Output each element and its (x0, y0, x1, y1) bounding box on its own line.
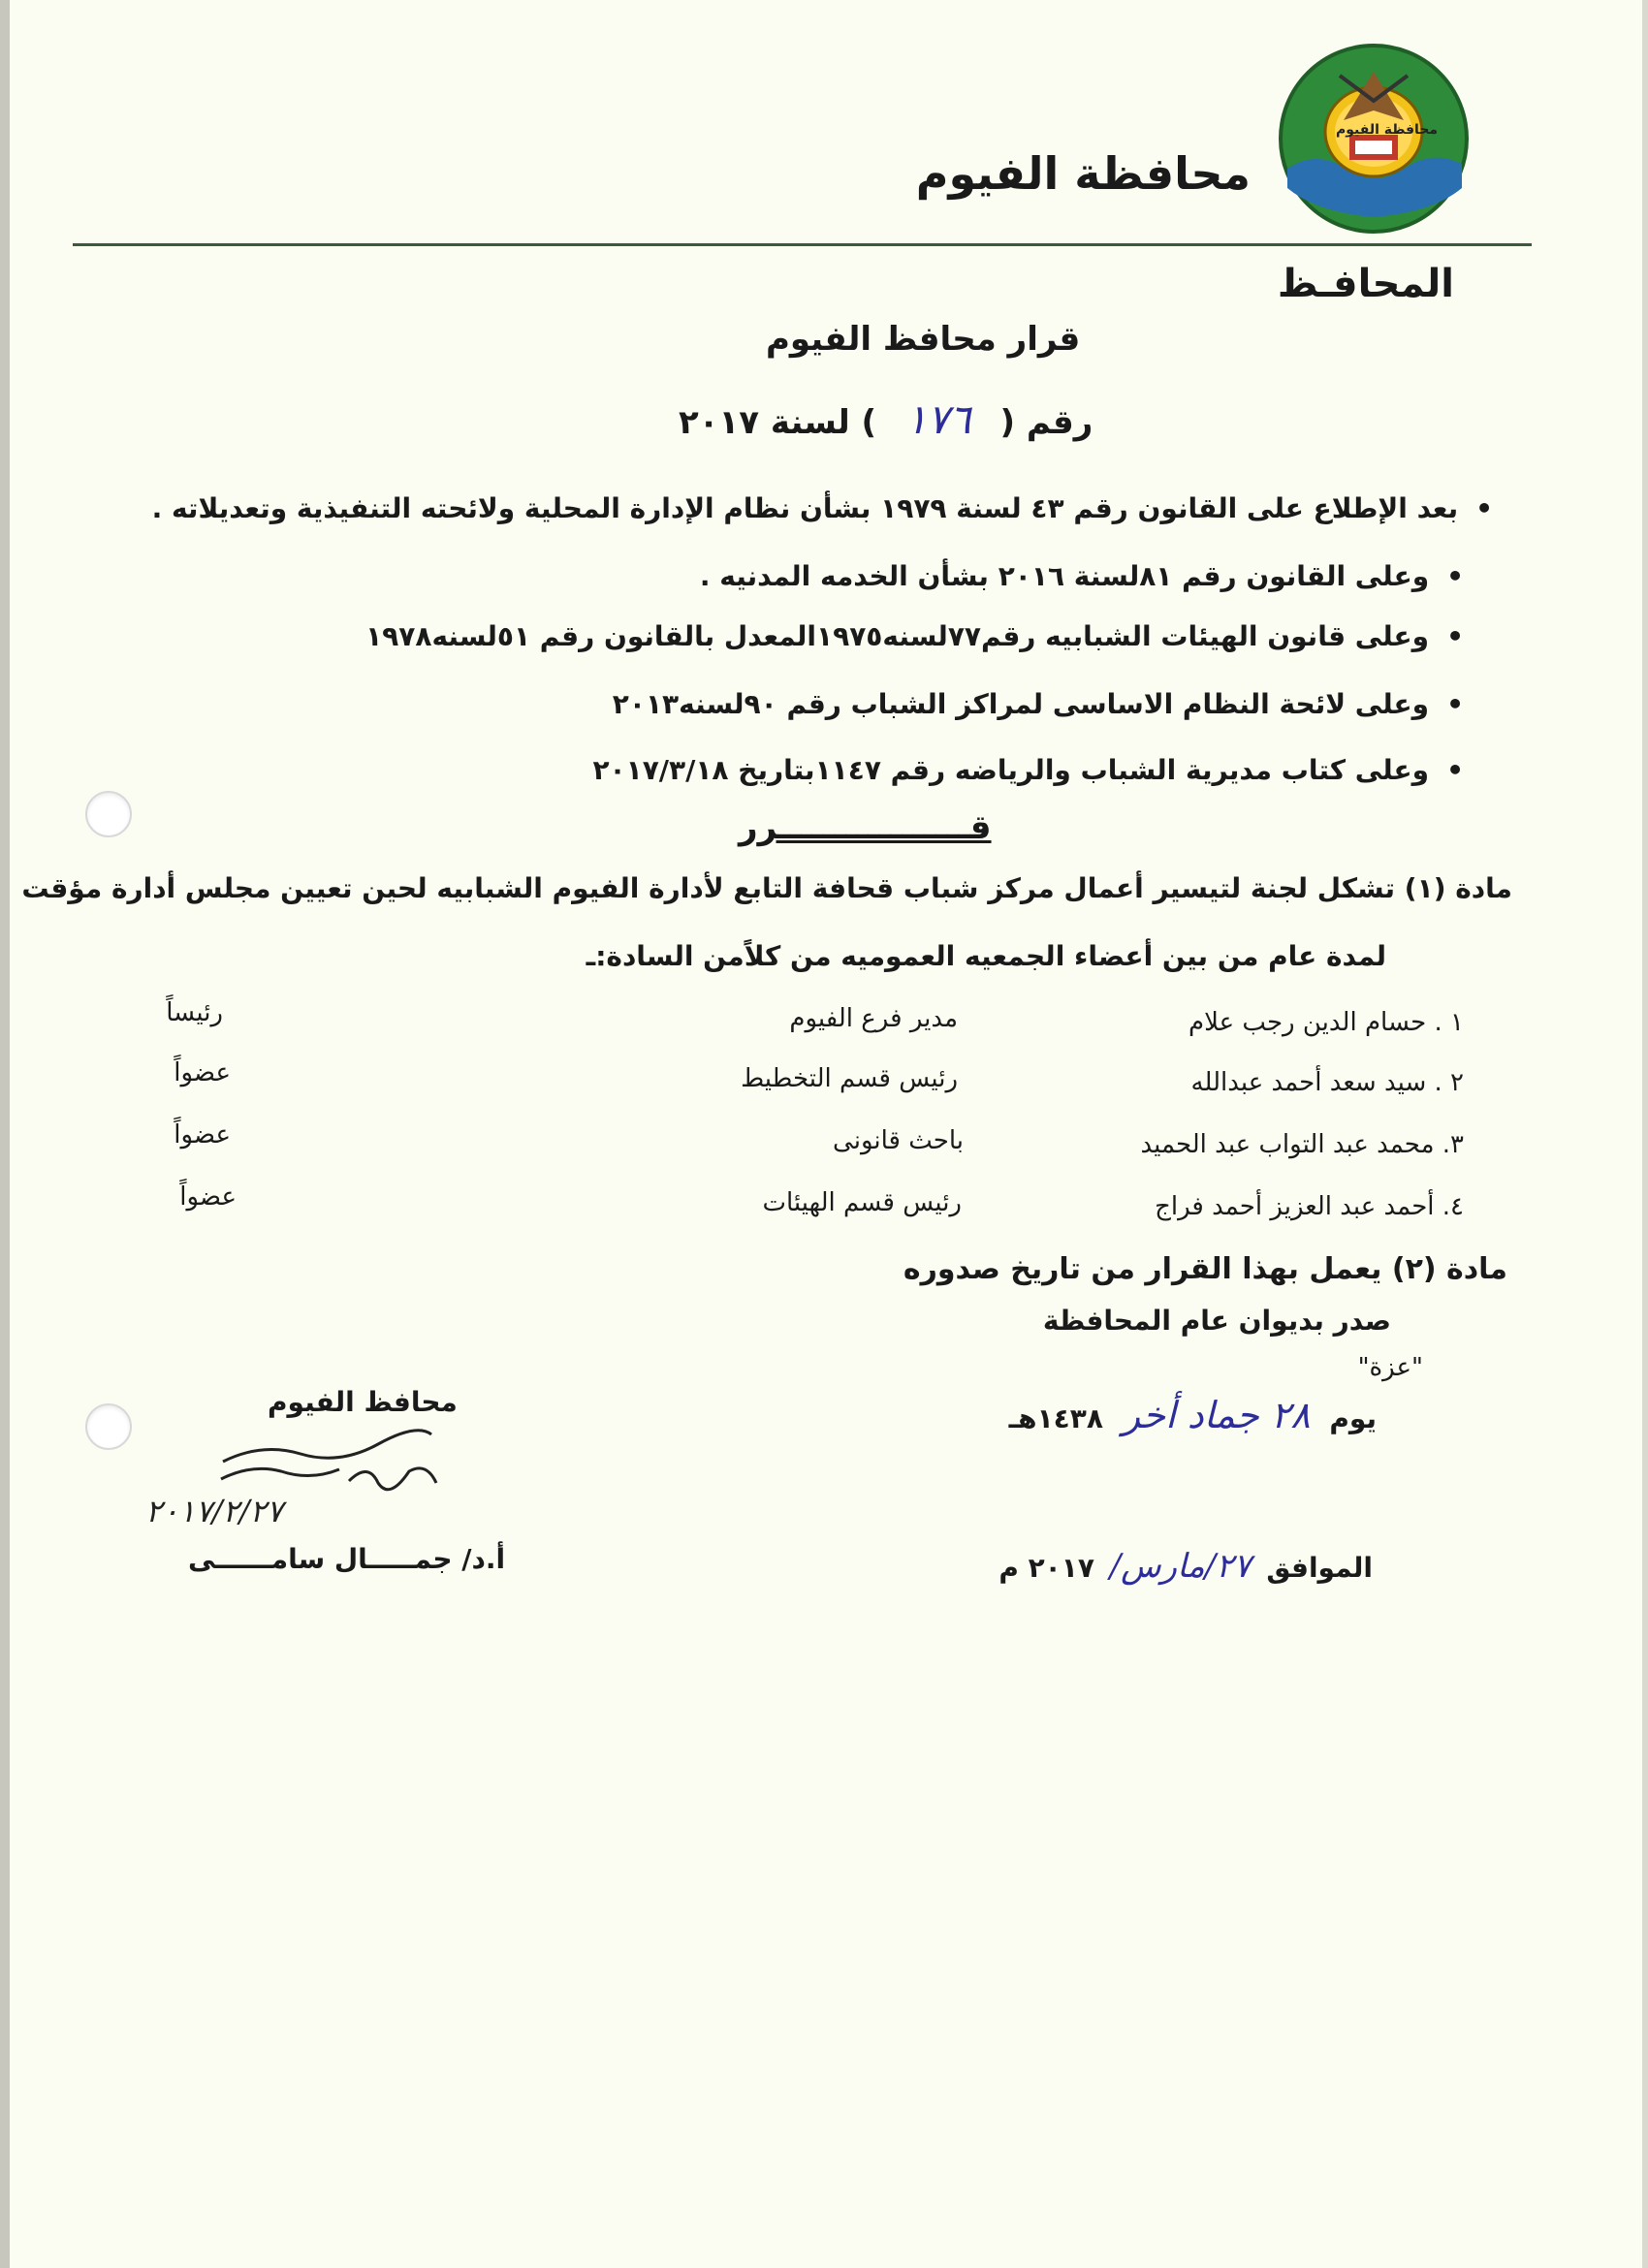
preamble-item: • بعد الإطلاع على القانون رقم ٤٣ لسنة ١٩٧٩ بشأن نظام الإدارة المحلية ولائحته التنفيذية وتعديلاته . (152, 492, 1493, 524)
member-role: عضواً (174, 1058, 231, 1087)
header-rule (73, 243, 1532, 246)
handwritten-signature (136, 1423, 504, 1549)
greg-suffix: ٢٠١٧ م (998, 1552, 1094, 1584)
preamble-item: • وعلى كتاب مديرية الشباب والرياضه رقم ١١٤٧بتاريخ ٢٠١٧/٣/١٨ (592, 754, 1464, 786)
signature-date: ٢٠١٧/٢/٢٧ (145, 1493, 283, 1529)
hijri-prefix: يوم (1329, 1402, 1377, 1434)
article-1-line-1: مادة (١) تشكل لجنة لتيسير أعمال مركز شباب قحافة التابع لأدارة الفيوم الشبابيه لحين تعيين مجلس أدارة مؤقت (21, 872, 1512, 904)
preamble-item: • وعلى لائحة النظام الاساسى لمراكز الشباب رقم ٩٠لسنه٢٠١٣ (613, 688, 1464, 720)
signature-title: محافظ الفيوم (268, 1386, 458, 1418)
decision-title: قرار محافظ الفيوم (766, 320, 1081, 359)
office-title: المحافـظ (1277, 262, 1454, 306)
greg-prefix: الموافق (1266, 1552, 1373, 1584)
article-2: مادة (٢) يعمل بهذا القرار من تاريخ صدوره (903, 1252, 1507, 1286)
hijri-handwritten: ٢٨ جماد أخر (1122, 1394, 1311, 1436)
governorate-logo (1278, 43, 1470, 235)
gregorian-date (998, 1547, 1373, 1586)
decision-number (679, 395, 1093, 443)
member-name: ٤. أحمد عبد العزيز أحمد فراج (1155, 1192, 1464, 1221)
member-name: ٣. محمد عبد التواب عبد الحميد (1140, 1130, 1464, 1159)
signer-name: أ.د/ جمـــــال سامــــــى (188, 1543, 506, 1575)
punch-hole-bottom (85, 1403, 132, 1450)
issued-line: صدر بديوان عام المحافظة (1042, 1305, 1391, 1337)
decision-number-suffix: ) لسنة ٢٠١٧ (679, 403, 877, 442)
members-list (0, 998, 1648, 1250)
member-name: ٢ . سيد سعد أحمد عبدالله (1190, 1068, 1464, 1097)
governorate-name: محافظة الفيوم (915, 147, 1251, 200)
member-role: عضواً (179, 1182, 237, 1212)
member-role: رئيساً (166, 998, 223, 1027)
preamble-item: • وعلى قانون الهيئات الشبابيه رقم٧٧لسنه١٩٧٥المعدل بالقانون رقم ٥١لسنه١٩٧٨ (365, 620, 1464, 652)
member-role: عضواً (174, 1120, 231, 1150)
logo-text: محافظة الفيوم (1336, 122, 1439, 138)
preamble-item: • وعلى القانون رقم ٨١لسنة ٢٠١٦ بشأن الخدمه المدنيه . (700, 560, 1464, 592)
greg-handwritten: ٢٧/مارس/ (1109, 1547, 1252, 1586)
punch-hole-top (85, 791, 132, 837)
member-position: مدير فرع الفيوم (789, 1004, 958, 1033)
hijri-suffix: ١٤٣٨هـ (1008, 1402, 1103, 1434)
member-position: باحث قانونى (833, 1126, 964, 1155)
decision-number-value: ١٧٦ (904, 395, 971, 443)
article-1-line-2: لمدة عام من بين أعضاء الجمعيه العموميه من كلاًمن السادة:ـ (586, 940, 1386, 972)
hijri-date (1009, 1394, 1377, 1436)
member-position: رئيس قسم الهيئات (762, 1188, 962, 1217)
member-position: رئيس قسم التخطيط (741, 1064, 958, 1093)
issued-place: "عزة" (1357, 1353, 1423, 1382)
resolved-heading: قـــــــــــــــــرر (739, 808, 992, 847)
decision-number-prefix: رقم ( (999, 403, 1093, 442)
member-name: ١ . حسام الدين رجب علام (1188, 1008, 1464, 1037)
